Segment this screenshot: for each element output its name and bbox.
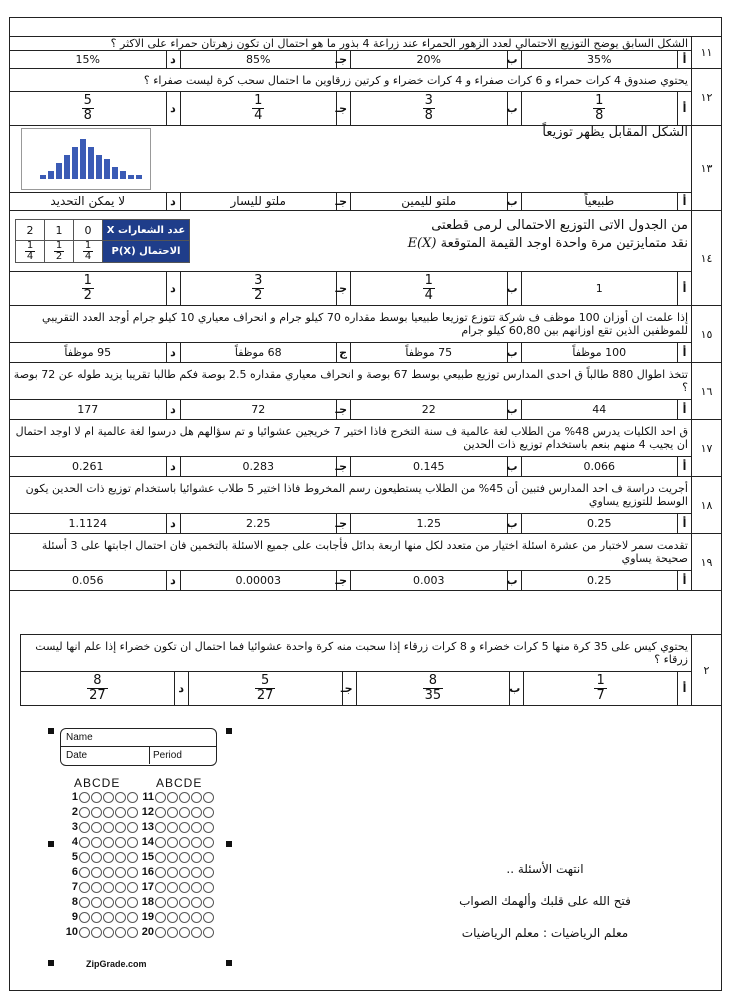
- answer-row: 17: [140, 880, 214, 894]
- histogram-image: [21, 128, 151, 190]
- period-field[interactable]: Period: [149, 747, 182, 764]
- answer-bubble[interactable]: [203, 792, 214, 803]
- answer-row: 1: [64, 790, 138, 804]
- option-c[interactable]: 68 موظفاً: [180, 343, 337, 363]
- question-stem: تقدمت سمر لاختبار من عشرة اسئلة اختيار من متعدد لكل منها اربعة بدائل فأجابت على جميع الاسئلة بالتخمين فان احتمال اجابتها على 3 أسئلة صحيحة يساوي: [10, 534, 692, 571]
- question-stem: الشكل السابق يوضح التوزيع الاحتمالي لعدد الزهور الحمراء عند زراعة 4 بذور ما هو احتمال ان تكون زهرتان حمراء على الاكثر ؟: [10, 37, 692, 51]
- answer-bubble[interactable]: [91, 837, 102, 848]
- option-b[interactable]: 75 موظفاً: [351, 343, 508, 363]
- option-b[interactable]: $\frac{8}{35}$: [356, 672, 510, 706]
- answer-bubble[interactable]: [203, 897, 214, 908]
- registration-mark: [226, 728, 232, 734]
- answer-row: 10: [64, 925, 138, 939]
- answer-row: 9: [64, 910, 138, 924]
- option-a[interactable]: 0.25: [521, 571, 678, 591]
- question-16: [10, 363, 722, 400]
- answer-bubble[interactable]: [79, 882, 90, 893]
- option-c[interactable]: ملتو لليسار: [180, 193, 337, 211]
- answer-bubble[interactable]: [155, 897, 166, 908]
- answer-bubble[interactable]: [155, 792, 166, 803]
- histogram-bar: [120, 171, 126, 179]
- answer-bubble[interactable]: [155, 852, 166, 863]
- answer-bubble[interactable]: [179, 852, 190, 863]
- answer-bubble[interactable]: [167, 807, 178, 818]
- option-a[interactable]: 0.066: [521, 457, 678, 477]
- question-19: [10, 534, 722, 571]
- option-d[interactable]: 0.056: [10, 571, 167, 591]
- answer-bubble[interactable]: [167, 867, 178, 878]
- option-d[interactable]: $\frac{8}{27}$: [21, 672, 175, 706]
- question-stem: من الجدول الاتى التوزيع الاحتمالى لرمى قطعتى: [431, 218, 688, 233]
- answer-bubble[interactable]: [203, 822, 214, 833]
- answer-row: 13: [140, 820, 214, 834]
- histogram-bar: [64, 155, 70, 179]
- answer-bubble[interactable]: [203, 807, 214, 818]
- option-a[interactable]: 100 موظفاً: [521, 343, 678, 363]
- question-11: [10, 37, 722, 51]
- answer-bubble[interactable]: [79, 927, 90, 938]
- answer-bubble[interactable]: [91, 792, 102, 803]
- question-number: ١٥: [692, 306, 722, 363]
- answer-row: 7: [64, 880, 138, 894]
- answer-bubble[interactable]: [167, 837, 178, 848]
- histogram-bar: [136, 175, 142, 179]
- question-18: [10, 477, 722, 514]
- histogram-bar: [48, 171, 54, 179]
- question-number: ١٦: [692, 363, 722, 420]
- registration-mark: [48, 960, 54, 966]
- answer-bubble[interactable]: [203, 867, 214, 878]
- questions-table: ١١ الشكل السابق يوضح التوزيع الاحتمالي لعدد الزهور الحمراء عند زراعة 4 بذور ما هو احتمال ان تكون زهرتان حمراء على الاكثر ؟ أ 35% ب 20% جـ 85% د 15% ١٢ يحتوي صندوق 4 كرات حمراء و 6 كرات صفراء و 4 كرات خضراء و كرتين زرقاوين ما احتمال سحب كرة ليست صفراء ؟ أ $\frac{1}{8}$ ب $\frac{3}{8}$ جـ $\frac{1}{4}$ د $\frac{5}{8}$ ١٣ الشكل المقابل يظهر توزيعاً أ طبيعياً ب ملتو لليمين جـ ملتو لليسار د لا يمكن التحديد ١٤ 2 1 0 X عدد الشعارات $\frac{1}{4}$ $\frac{1}{2}$ $\frac{1}{4}$ P(X) الاحتمال من الجدول الاتى التوزيع الاحتمالى لرمى قطعتى نقد متمايزتين مرة واحدة اوجد القيمة المتوقعة E(X) أ 1 ب $\frac{1}{4}$ جـ $\frac{3}{2}$ د $\frac{1}{2}$ ١٥ إذا علمت ان أوزان 100 موظف ف شركة تتوزع توزيعا طبيعيا بوسط مقداره 70 كيلو جرام و انحراف معياري 10 كيلو جرام أوجد العدد التقريبي للموظفين الذين تقع اوزانهم بين 60,80 كيلو جرام أ 100 موظفاً ب 75 موظفاً ج 68 موظفاً د 95 موظفاً ١٦ تتخذ اطوال 880 طالباً ق احدى المدارس توزيع طبيعي بوسط 67 بوصة و انحراف معياري مقداره 2.5 بوصة فكم طالبا تقريبا يزيد طوله عن 72 بوصة ؟ أ 44 ب 22 جـ 72 د 177 ١٧ ق احد الكليات يدرس 48% من الطلاب لغة عالمية ف سنة التخرج فاذا اختير 7 خريجين عشوائيا و تم سؤالهم هل درسوا لغة عالمية ام لا اوجد احتمال ان يجيب 4 منهم بنعم باستخدام توزيع ذات الحدين أ 0.066 ب 0.145 جـ 0.283 د 0.261 ١٨ أجريت دراسة ف احد المدارس فتبين أن 45% من الطلاب يستطيعون رسم المخروط فاذا اختير 5 طلاب عشوائيا باستخدام توزيع ذات الحدين يكون الوسط للتوزيع يساوي أ 0.25 ب 1.25 جـ 2.25 د 1.1124 ١٩ تقدمت سمر لاختبار من عشرة اسئلة اختيار من متعدد لكل منها اربعة بدائل فأجابت على جميع الاسئلة بالتخمين فان احتمال اجابتها على 3 أسئلة صحيحة يساوي أ 0.25 ب 0.003 جـ 0.00003 د 0.056: [9, 36, 722, 591]
- answer-row: 20: [140, 925, 214, 939]
- option-a[interactable]: $\frac{1}{8}$: [521, 92, 678, 126]
- answer-bubble[interactable]: [127, 807, 138, 818]
- answer-row: 5: [64, 850, 138, 864]
- option-a[interactable]: 35%: [521, 51, 678, 69]
- answer-bubble[interactable]: [79, 807, 90, 818]
- option-a[interactable]: $\frac{1}{7}$: [524, 672, 678, 706]
- answer-bubble[interactable]: [103, 837, 114, 848]
- answer-bubble[interactable]: [191, 882, 202, 893]
- question-stem: تتخذ اطوال 880 طالباً ق احدى المدارس توزيع طبيعي بوسط 67 بوصة و انحراف معياري مقداره 2.5 بوصة فكم طالبا تقريبا يزيد طوله عن 72 بوصة ؟: [10, 363, 692, 400]
- answer-bubble[interactable]: [155, 822, 166, 833]
- histogram-bar: [96, 155, 102, 179]
- answer-row: 16: [140, 865, 214, 879]
- option-a[interactable]: طبيعياً: [521, 193, 678, 211]
- answer-bubble[interactable]: [155, 927, 166, 938]
- answer-bubble[interactable]: [115, 837, 126, 848]
- option-c[interactable]: 72: [180, 400, 337, 420]
- answer-bubble[interactable]: [127, 882, 138, 893]
- answer-bubble[interactable]: [167, 897, 178, 908]
- option-c[interactable]: 0.283: [180, 457, 337, 477]
- answer-bubble[interactable]: [91, 882, 102, 893]
- answer-bubble[interactable]: [103, 927, 114, 938]
- option-d[interactable]: لا يمكن التحديد: [10, 193, 167, 211]
- question-stem: يحتوي صندوق 4 كرات حمراء و 6 كرات صفراء و 4 كرات خضراء و كرتين زرقاوين ما احتمال سحب كرة ليست صفراء ؟: [10, 69, 692, 92]
- answer-bubble[interactable]: [79, 912, 90, 923]
- probability-table: 2 1 0 X عدد الشعارات $\frac{1}{4}$ $\frac{1}{2}$ $\frac{1}{4}$ P(X) الاحتمال: [15, 219, 190, 263]
- answer-bubble[interactable]: [79, 837, 90, 848]
- option-d[interactable]: 0.261: [10, 457, 167, 477]
- answer-bubble[interactable]: [167, 822, 178, 833]
- option-c[interactable]: 2.25: [180, 514, 337, 534]
- registration-mark: [48, 841, 54, 847]
- answer-bubble[interactable]: [155, 912, 166, 923]
- answer-bubble[interactable]: [79, 792, 90, 803]
- histogram-bar: [112, 167, 118, 179]
- option-c[interactable]: 85%: [180, 51, 337, 69]
- answer-bubble[interactable]: [167, 912, 178, 923]
- option-c[interactable]: $\frac{3}{2}$: [180, 272, 337, 306]
- question-17: [10, 420, 722, 457]
- answer-bubble[interactable]: [91, 912, 102, 923]
- answer-bubble[interactable]: [103, 792, 114, 803]
- answer-bubble[interactable]: [167, 882, 178, 893]
- question-number: ٢: [692, 635, 722, 706]
- answer-bubble[interactable]: [155, 837, 166, 848]
- answer-bubble[interactable]: [191, 927, 202, 938]
- question-12: [10, 69, 722, 92]
- question-number: ١٢: [692, 69, 722, 126]
- question-15: [10, 306, 722, 343]
- question-number: ١٤: [692, 211, 722, 306]
- answer-bubble[interactable]: [127, 897, 138, 908]
- answer-bubble[interactable]: [127, 792, 138, 803]
- question-number: ١١: [692, 37, 722, 69]
- registration-mark: [226, 960, 232, 966]
- histogram-bar: [128, 175, 134, 179]
- histogram-bar: [72, 147, 78, 179]
- answer-bubble[interactable]: [203, 837, 214, 848]
- histogram-bar: [56, 163, 62, 179]
- answer-bubble[interactable]: [103, 897, 114, 908]
- answer-bubble[interactable]: [191, 822, 202, 833]
- answer-bubble[interactable]: [103, 822, 114, 833]
- answer-bubble[interactable]: [79, 867, 90, 878]
- option-a[interactable]: 44: [521, 400, 678, 420]
- question-stem: إذا علمت ان أوزان 100 موظف ف شركة تتوزع توزيعا طبيعيا بوسط مقداره 70 كيلو جرام و انحراف معياري 10 كيلو جرام أوجد العدد التقريبي للموظفين الذين تقع اوزانهم بين 60,80 كيلو جرام: [10, 306, 692, 343]
- option-b[interactable]: 0.145: [351, 457, 508, 477]
- answer-bubble[interactable]: [191, 807, 202, 818]
- question-14: ١٤ 2 1 0 X عدد الشعارات $\frac{1}{4}$ $\frac{1}{2}$ $\frac{1}{4}$ P(X) الاحتمال من الجدول الاتى التوزيع الاحتمالى لرمى قطعتى نقد متمايزتين مرة واحدة اوجد القيمة المتوقعة E(X): [10, 211, 722, 272]
- question-stem: يحتوي كيس على 35 كرة منها 5 كرات خضراء و 8 كرات زرقاء إذا سحبت منه كرة واحدة عشوائيا فما احتمال ان تكون خضراء إذا علم انها ليست زرقاء ؟: [21, 635, 692, 672]
- answer-bubble[interactable]: [127, 927, 138, 938]
- answer-bubble[interactable]: [191, 912, 202, 923]
- option-b[interactable]: $\frac{3}{8}$: [351, 92, 508, 126]
- answer-row: 2: [64, 805, 138, 819]
- answer-bubble[interactable]: [179, 837, 190, 848]
- option-d[interactable]: $\frac{1}{2}$: [10, 272, 167, 306]
- answer-bubble[interactable]: [203, 882, 214, 893]
- answer-bubble[interactable]: [115, 822, 126, 833]
- answer-row: 19: [140, 910, 214, 924]
- option-c[interactable]: $\frac{5}{27}$: [188, 672, 342, 706]
- answer-bubble[interactable]: [103, 852, 114, 863]
- name-field[interactable]: Name: [61, 729, 216, 747]
- answer-row: 15: [140, 850, 214, 864]
- answer-bubble[interactable]: [167, 852, 178, 863]
- answer-bubble[interactable]: [91, 807, 102, 818]
- option-b[interactable]: $\frac{1}{4}$: [351, 272, 508, 306]
- answer-bubble[interactable]: [203, 852, 214, 863]
- answer-bubble[interactable]: [191, 837, 202, 848]
- answer-bubble[interactable]: [179, 927, 190, 938]
- answer-bubble[interactable]: [191, 867, 202, 878]
- answer-bubble[interactable]: [179, 897, 190, 908]
- answer-bubble[interactable]: [203, 927, 214, 938]
- histogram-bar: [104, 159, 110, 179]
- question-stem: نقد متمايزتين مرة واحدة اوجد القيمة المتوقعة: [440, 236, 688, 251]
- question-20: ٢ يحتوي كيس على 35 كرة منها 5 كرات خضراء و 8 كرات زرقاء إذا سحبت منه كرة واحدة عشوائيا فما احتمال ان تكون خضراء إذا علم انها ليست زرقاء ؟ أ $\frac{1}{7}$ ب $\frac{8}{35}$ جـ $\frac{5}{27}$ د $\frac{8}{27}$: [20, 634, 722, 706]
- option-b[interactable]: 0.003: [351, 571, 508, 591]
- option-b[interactable]: ملتو لليمين: [351, 193, 508, 211]
- answer-bubble[interactable]: [115, 882, 126, 893]
- answer-bubble[interactable]: [91, 927, 102, 938]
- answer-bubble[interactable]: [91, 867, 102, 878]
- answer-bubble[interactable]: [127, 852, 138, 863]
- answer-bubble[interactable]: [103, 912, 114, 923]
- option-a[interactable]: 1: [521, 272, 678, 306]
- question-number: ١٨: [692, 477, 722, 534]
- option-c[interactable]: $\frac{1}{4}$: [180, 92, 337, 126]
- answer-row: 8: [64, 895, 138, 909]
- question-number: ١٩: [692, 534, 722, 591]
- answer-bubble[interactable]: [115, 792, 126, 803]
- answer-bubble[interactable]: [179, 882, 190, 893]
- option-a[interactable]: 0.25: [521, 514, 678, 534]
- answer-bubble[interactable]: [167, 792, 178, 803]
- answer-bubble[interactable]: [179, 807, 190, 818]
- answer-bubble[interactable]: [203, 912, 214, 923]
- answer-bubble[interactable]: [115, 912, 126, 923]
- closing-text: انتهت الأسئلة .. فتح الله على قلبك وألهمك الصواب معلم الرياضيات : معلم الرياضيات: [459, 862, 631, 940]
- answer-bubble[interactable]: [91, 897, 102, 908]
- answer-bubble[interactable]: [127, 822, 138, 833]
- registration-mark: [226, 841, 232, 847]
- answer-bubble[interactable]: [115, 867, 126, 878]
- answer-bubble[interactable]: [179, 822, 190, 833]
- answer-bubble[interactable]: [155, 882, 166, 893]
- answer-bubble[interactable]: [103, 807, 114, 818]
- answer-bubble[interactable]: [191, 852, 202, 863]
- option-d[interactable]: 15%: [10, 51, 167, 69]
- option-b[interactable]: 20%: [351, 51, 508, 69]
- answer-row: 6: [64, 865, 138, 879]
- name-box: [60, 728, 217, 766]
- histogram-bar: [40, 175, 46, 179]
- answer-row: 4: [64, 835, 138, 849]
- question-number: ١٧: [692, 420, 722, 477]
- option-d[interactable]: 1.1124: [10, 514, 167, 534]
- question-stem: ق احد الكليات يدرس 48% من الطلاب لغة عالمية ف سنة التخرج فاذا اختير 7 خريجين عشوائيا و تم سؤالهم هل درسوا لغة عالمية ام لا اوجد احتمال ان يجيب 4 منهم بنعم باستخدام توزيع ذات الحدين: [10, 420, 692, 457]
- answer-bubble[interactable]: [191, 897, 202, 908]
- answer-bubble[interactable]: [155, 807, 166, 818]
- answer-bubble[interactable]: [103, 882, 114, 893]
- answer-bubble[interactable]: [155, 867, 166, 878]
- answer-bubble[interactable]: [127, 867, 138, 878]
- registration-mark: [48, 728, 54, 734]
- answer-bubble[interactable]: [115, 897, 126, 908]
- answer-row: 14: [140, 835, 214, 849]
- answer-bubble[interactable]: [179, 912, 190, 923]
- answer-bubble[interactable]: [79, 822, 90, 833]
- option-d[interactable]: 95 موظفاً: [10, 343, 167, 363]
- question-13: [10, 126, 722, 193]
- answer-bubble[interactable]: [103, 867, 114, 878]
- answer-row: 12: [140, 805, 214, 819]
- answer-bubble[interactable]: [191, 792, 202, 803]
- option-d[interactable]: $\frac{5}{8}$: [10, 92, 167, 126]
- answer-row: 11: [140, 790, 214, 804]
- answer-bubble[interactable]: [115, 927, 126, 938]
- option-d[interactable]: 177: [10, 400, 167, 420]
- answer-row: 18: [140, 895, 214, 909]
- option-c[interactable]: 0.00003: [180, 571, 337, 591]
- answer-bubble[interactable]: [91, 822, 102, 833]
- answer-sheet: Name Date Period ABCDE ABCDE 1 11 2 12 3 13 4 14 5 15 6 16 7 17 8 18 9 19 10 20 ZipGrade.com: [48, 723, 238, 973]
- histogram-bar: [88, 147, 94, 179]
- date-field[interactable]: Date: [66, 750, 88, 761]
- option-b[interactable]: 22: [351, 400, 508, 420]
- answer-row: 3: [64, 820, 138, 834]
- answer-bubble[interactable]: [115, 807, 126, 818]
- answer-bubble[interactable]: [179, 867, 190, 878]
- answer-bubble[interactable]: [179, 792, 190, 803]
- answer-bubble[interactable]: [79, 852, 90, 863]
- question-stem: الشكل المقابل يظهر توزيعاً: [542, 125, 688, 140]
- option-b[interactable]: 1.25: [351, 514, 508, 534]
- question-stem: أجريت دراسة ف احد المدارس فتبين أن 45% من الطلاب يستطيعون رسم المخروط فاذا اختير 5 طلاب عشوائيا باستخدام توزيع ذات الحدين يكون الوسط للتوزيع يساوي: [10, 477, 692, 514]
- question-number: ١٣: [692, 126, 722, 211]
- histogram-bar: [80, 139, 86, 179]
- answer-bubble[interactable]: [167, 927, 178, 938]
- answer-bubble[interactable]: [127, 912, 138, 923]
- answer-bubble[interactable]: [91, 852, 102, 863]
- brand-label: ZipGrade.com: [86, 959, 147, 969]
- answer-bubble[interactable]: [79, 897, 90, 908]
- answer-bubble[interactable]: [127, 837, 138, 848]
- answer-bubble[interactable]: [115, 852, 126, 863]
